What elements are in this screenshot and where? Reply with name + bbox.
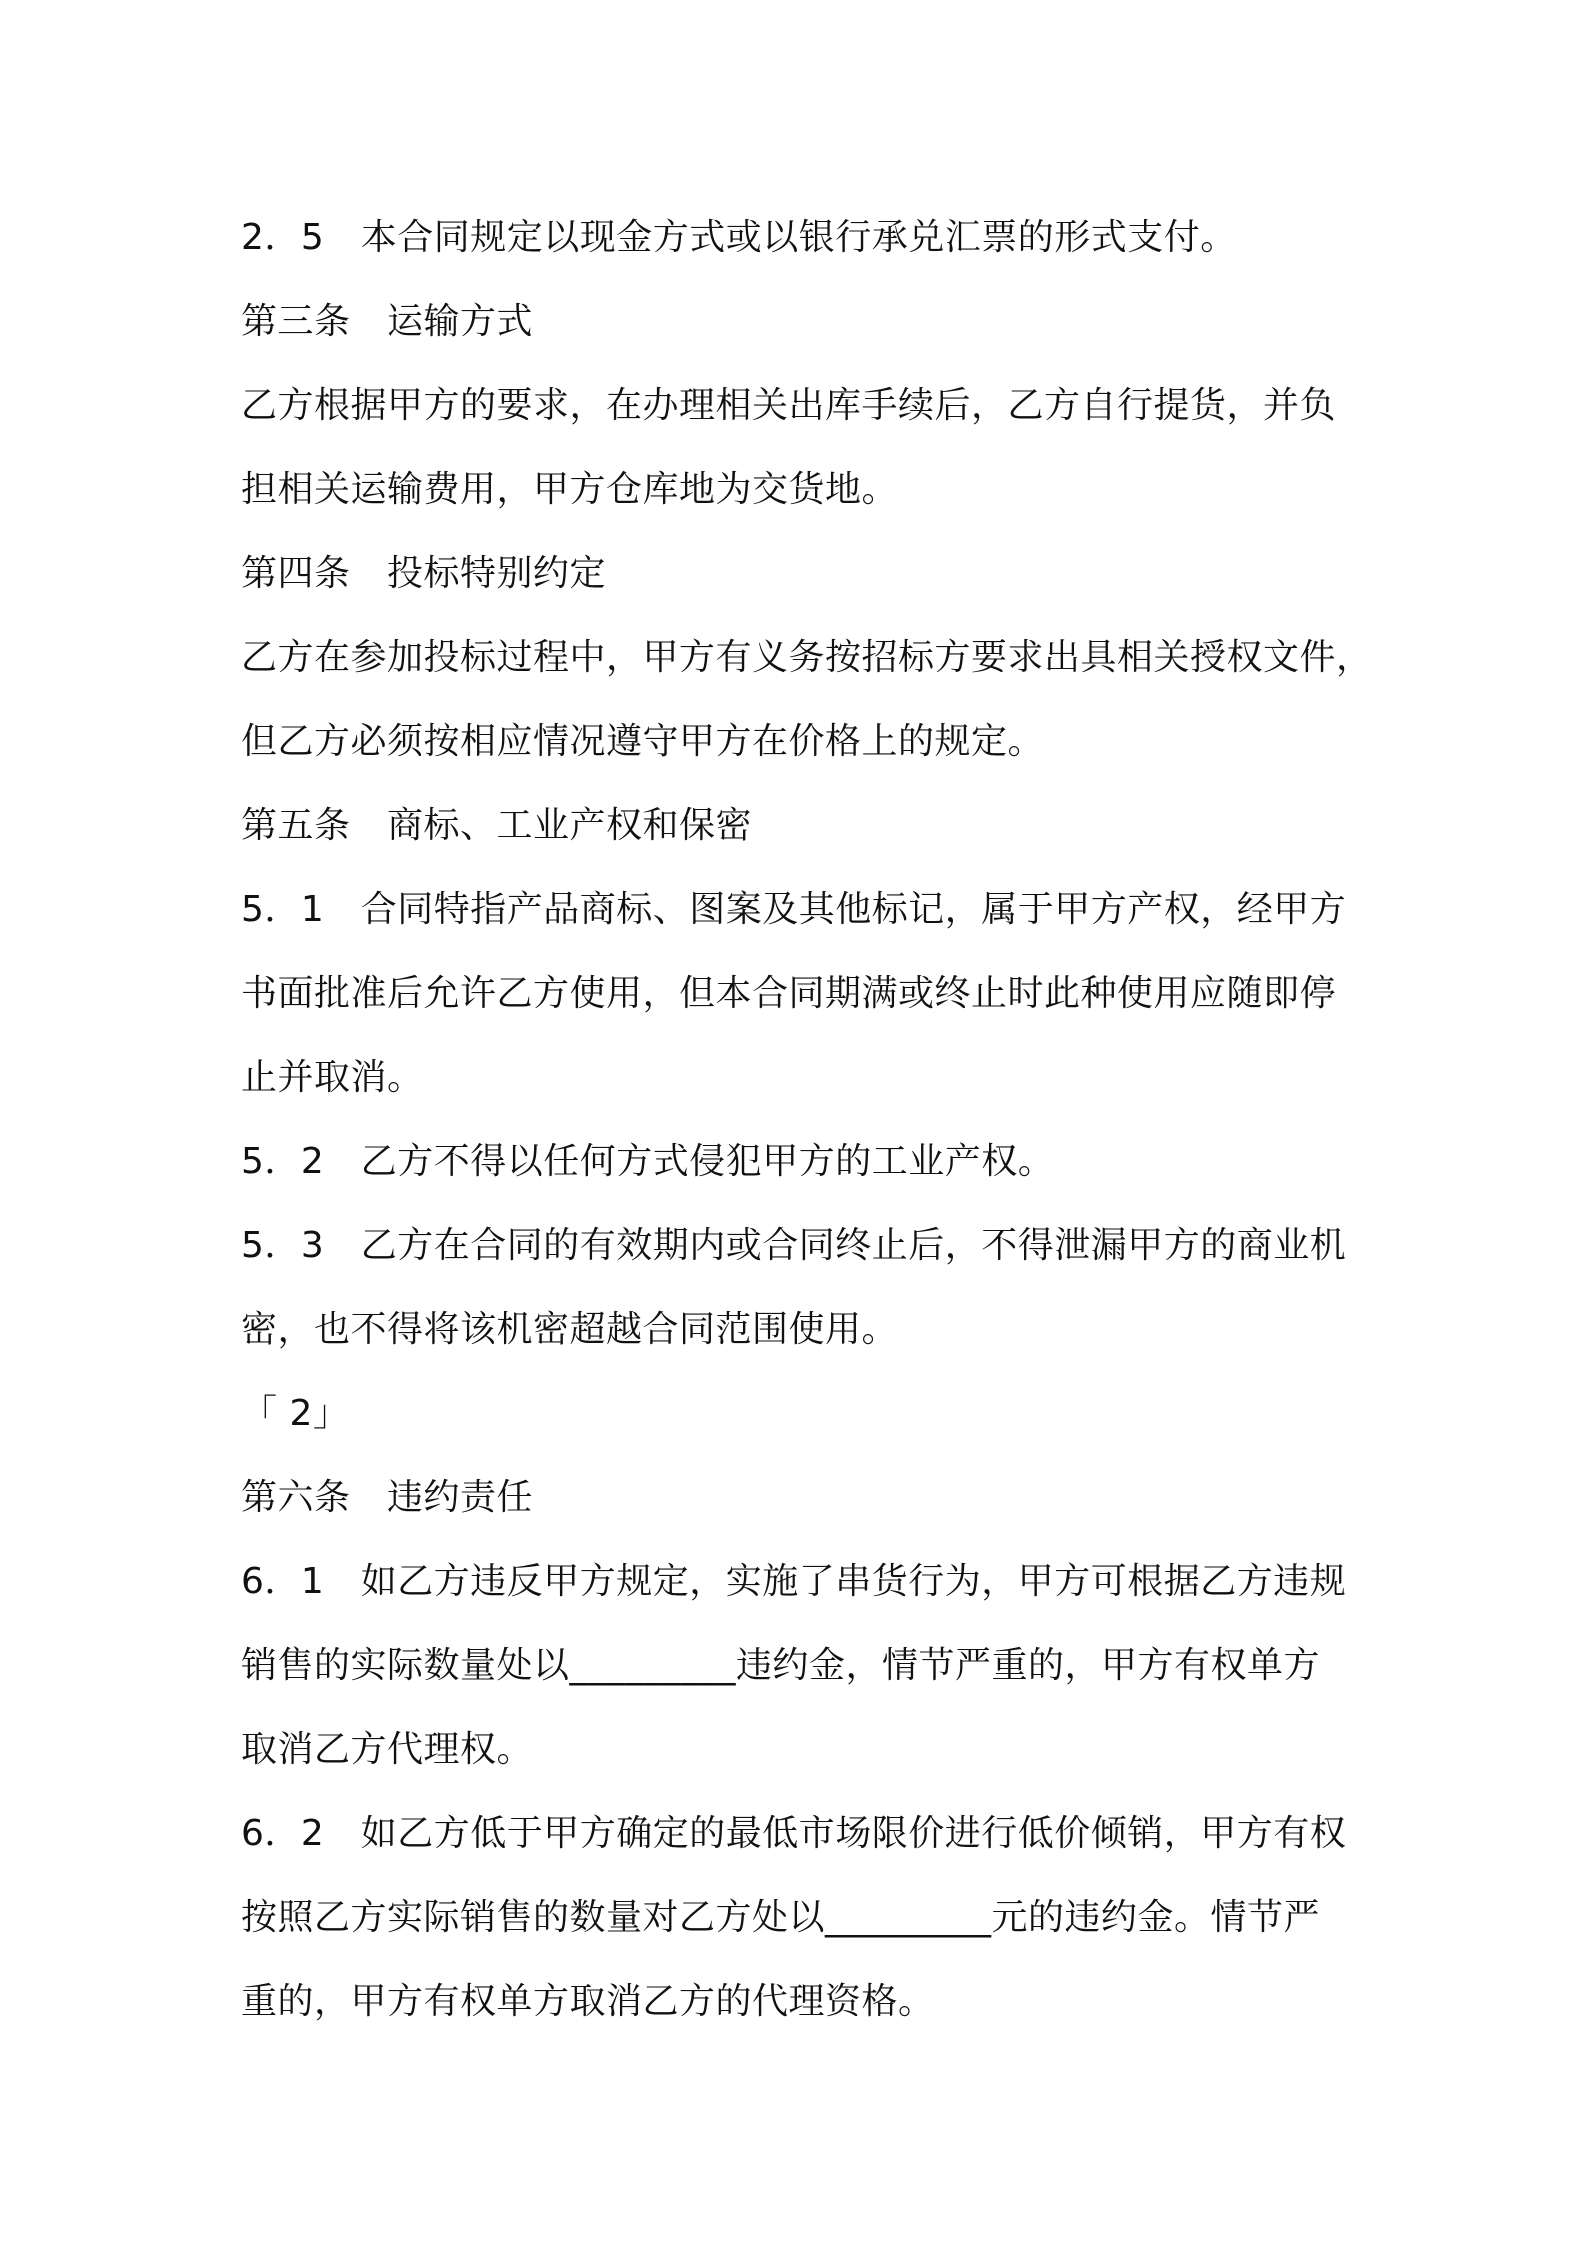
clause-5-3-line-2: 密，也不得将该机密超越合同范围使用。 xyxy=(241,1309,899,1350)
clause-5-2: 5．2 乙方不得以任何方式侵犯甲方的工业产权。 xyxy=(241,1141,1055,1182)
clause-5-1-line-1: 5．1 合同特指产品商标、图案及其他标记，属于甲方产权，经甲方 xyxy=(241,889,1347,930)
article-4-text-line-2: 但乙方必须按相应情况遵守甲方在价格上的规定。 xyxy=(241,721,1045,762)
article-5-heading: 第五条 商标、工业产权和保密 xyxy=(241,805,753,846)
article-6-heading: 第六条 违约责任 xyxy=(241,1477,534,1518)
clause-6-1-line-3: 取消乙方代理权。 xyxy=(241,1729,534,1770)
clause-6-2-line-2: 按照乙方实际销售的数量对乙方处以_________元的违约金。情节严 xyxy=(241,1897,1321,1938)
clause-2-5: 2．5 本合同规定以现金方式或以银行承兑汇票的形式支付。 xyxy=(241,217,1237,258)
article-3-text-line-1: 乙方根据甲方的要求，在办理相关出库手续后，乙方自行提货，并负 xyxy=(241,385,1337,426)
article-4-heading: 第四条 投标特别约定 xyxy=(241,553,607,594)
article-3-heading: 第三条 运输方式 xyxy=(241,301,534,342)
article-3-text-line-2: 担相关运输费用，甲方仓库地为交货地。 xyxy=(241,469,899,510)
clause-6-1-line-2: 销售的实际数量处以_________违约金，情节严重的，甲方有权单方 xyxy=(241,1645,1321,1686)
article-4-text-line-1: 乙方在参加投标过程中，甲方有义务按招标方要求出具相关授权文件， xyxy=(241,637,1373,678)
clause-5-1-line-2: 书面批准后允许乙方使用，但本合同期满或终止时此种使用应随即停 xyxy=(241,973,1337,1014)
clause-6-2-line-1: 6．2 如乙方低于甲方确定的最低市场限价进行低价倾销，甲方有权 xyxy=(241,1813,1347,1854)
document-body xyxy=(241,196,1373,2044)
clause-5-3-line-1: 5．3 乙方在合同的有效期内或合同终止后，不得泄漏甲方的商业机 xyxy=(241,1225,1347,1266)
clause-6-2-line-3: 重的，甲方有权单方取消乙方的代理资格。 xyxy=(241,1981,935,2022)
section-marker: 「 2」 xyxy=(241,1393,350,1434)
clause-6-1-line-1: 6．1 如乙方违反甲方规定，实施了串货行为，甲方可根据乙方违规 xyxy=(241,1561,1347,1602)
clause-5-1-line-3: 止并取消。 xyxy=(241,1057,424,1098)
